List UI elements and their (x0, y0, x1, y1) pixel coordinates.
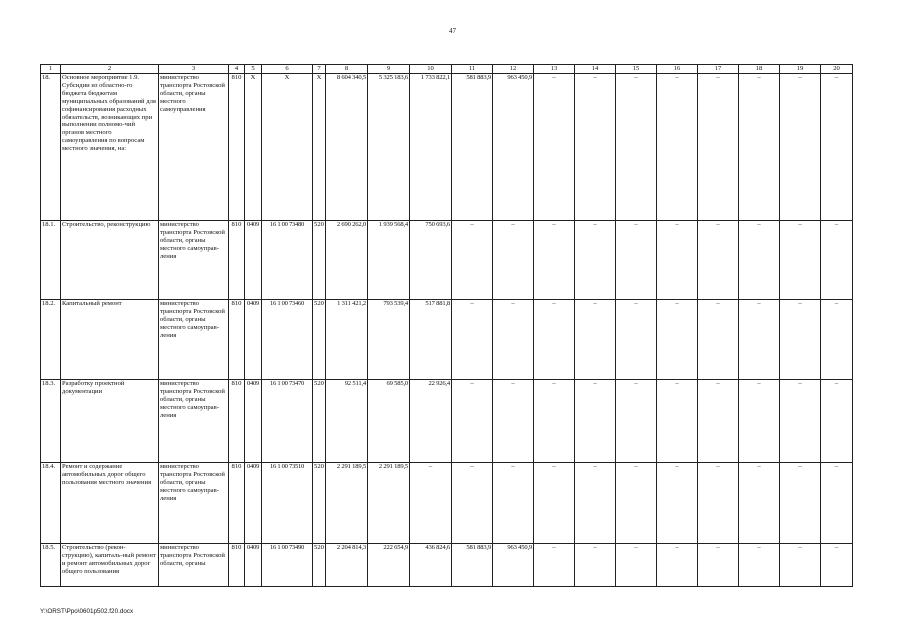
amount-cell: – (657, 74, 698, 221)
executor-cell: министерство транспорта Ростовской области, органы местного самоуправ-ления (159, 380, 229, 463)
column-header: 16 (657, 65, 698, 74)
code-cell: 16 1 00 73490 (262, 544, 313, 587)
code-cell: 520 (313, 221, 326, 300)
amount-cell: – (575, 221, 616, 300)
code-cell: 16 1 00 73510 (262, 463, 313, 544)
amount-cell: – (780, 544, 821, 587)
code-cell: 520 (313, 544, 326, 587)
amount-cell: 436 824,6 (410, 544, 452, 587)
amount-cell: 2 690 262,0 (326, 221, 368, 300)
column-header: 20 (821, 65, 853, 74)
amount-cell: – (534, 300, 575, 380)
amount-cell: – (821, 300, 853, 380)
amount-cell: – (698, 221, 739, 300)
column-header: 3 (159, 65, 229, 74)
code-cell: 520 (313, 300, 326, 380)
amount-cell: – (534, 221, 575, 300)
column-header: 9 (368, 65, 410, 74)
code-cell: 16 1 00 73480 (262, 221, 313, 300)
column-header: 4 (229, 65, 245, 74)
amount-cell: – (575, 300, 616, 380)
amount-cell: 750 693,6 (410, 221, 452, 300)
amount-cell: 222 654,9 (368, 544, 410, 587)
code-cell: 810 (229, 300, 245, 380)
amount-cell: – (493, 300, 534, 380)
amount-cell: – (452, 221, 493, 300)
event-name-cell: Капитальный ремонт (61, 300, 159, 380)
amount-cell: – (534, 544, 575, 587)
amount-cell: – (657, 463, 698, 544)
amount-cell: – (493, 380, 534, 463)
table-row (41, 463, 853, 544)
code-cell: 0409 (245, 300, 262, 380)
amount-cell: – (616, 380, 657, 463)
amount-cell: – (534, 380, 575, 463)
amount-cell: – (698, 300, 739, 380)
amount-cell: – (616, 463, 657, 544)
code-cell: Х (262, 74, 313, 221)
amount-cell: – (616, 74, 657, 221)
amount-cell: – (410, 463, 452, 544)
amount-cell: – (780, 300, 821, 380)
table-row (41, 544, 853, 587)
column-header: 8 (326, 65, 368, 74)
amount-cell: 581 883,9 (452, 544, 493, 587)
event-name-cell: Строительство (рекон-струкцию), капиталь-ный ремонт и ремонт автомобильных дорог общего пользования (61, 544, 159, 587)
table-row (41, 300, 853, 380)
page-number: 47 (449, 27, 456, 35)
code-cell: 810 (229, 221, 245, 300)
executor-cell: министерство транспорта Ростовской области, органы местного самоуправ-ления (159, 300, 229, 380)
amount-cell: 2 291 189,5 (368, 463, 410, 544)
code-cell: 0409 (245, 221, 262, 300)
column-header: 15 (616, 65, 657, 74)
table-row (41, 74, 853, 221)
amount-cell: – (575, 380, 616, 463)
amount-cell: – (739, 380, 780, 463)
event-name-cell: Разработку проектной документации (61, 380, 159, 463)
amount-cell: 2 204 814,3 (326, 544, 368, 587)
amount-cell: 1 939 568,4 (368, 221, 410, 300)
code-cell: Х (313, 74, 326, 221)
amount-cell: 5 325 183,6 (368, 74, 410, 221)
amount-cell: – (493, 463, 534, 544)
amount-cell: – (657, 221, 698, 300)
amount-cell: – (575, 74, 616, 221)
amount-cell: 69 585,0 (368, 380, 410, 463)
executor-cell: министерство транспорта Ростовской области, органы местного самоуправ-ления (159, 463, 229, 544)
code-cell: 0409 (245, 380, 262, 463)
amount-cell: – (780, 380, 821, 463)
amount-cell: – (698, 380, 739, 463)
column-header: 12 (493, 65, 534, 74)
code-cell: 810 (229, 74, 245, 221)
row-number-cell: 18.5. (41, 544, 61, 587)
executor-cell: министерство транспорта Ростовской области, органы (159, 544, 229, 587)
amount-cell: – (616, 300, 657, 380)
amount-cell: – (575, 463, 616, 544)
row-number-cell: 18.4. (41, 463, 61, 544)
code-cell: 16 1 00 73460 (262, 300, 313, 380)
event-name-cell: Ремонт и содержание автомобильных дорог общего пользования местного значения (61, 463, 159, 544)
amount-cell: – (534, 74, 575, 221)
amount-cell: – (739, 463, 780, 544)
amount-cell: – (739, 544, 780, 587)
column-header: 14 (575, 65, 616, 74)
executor-cell: министерство транспорта Ростовской области, органы местного самоуправ-ления (159, 221, 229, 300)
amount-cell: – (534, 463, 575, 544)
code-cell: 0409 (245, 463, 262, 544)
amount-cell: – (698, 74, 739, 221)
event-name-cell: Основное мероприятие 1.9. Субсидии из областно-го бюджета бюджетам муниципальных образований для софинансирования расходных обязательств, возникающих при выполнении полномо-чий органов местного самоуправления по вопросам местного значения, на: (61, 74, 159, 221)
amount-cell: – (452, 300, 493, 380)
amount-cell: – (452, 463, 493, 544)
table-row (41, 380, 853, 463)
column-header: 18 (739, 65, 780, 74)
amount-cell: – (493, 221, 534, 300)
amount-cell: – (780, 463, 821, 544)
amount-cell: – (780, 74, 821, 221)
column-header: 1 (41, 65, 61, 74)
amount-cell: 963 450,9 (493, 74, 534, 221)
header-row (41, 65, 853, 74)
code-cell: 810 (229, 380, 245, 463)
row-number-cell: 18.2. (41, 300, 61, 380)
amount-cell: – (657, 544, 698, 587)
column-header: 11 (452, 65, 493, 74)
amount-cell: – (821, 74, 853, 221)
column-header: 13 (534, 65, 575, 74)
column-header: 2 (61, 65, 159, 74)
amount-cell: – (821, 544, 853, 587)
amount-cell: – (739, 221, 780, 300)
amount-cell: – (739, 74, 780, 221)
amount-cell: – (780, 221, 821, 300)
executor-cell: министерство транспорта Ростовской области, органы местного самоуправления (159, 74, 229, 221)
code-cell: 520 (313, 463, 326, 544)
code-cell: 0409 (245, 544, 262, 587)
row-number-cell: 18. (41, 74, 61, 221)
column-header: 10 (410, 65, 452, 74)
amount-cell: 8 604 340,5 (326, 74, 368, 221)
amount-cell: 2 291 189,5 (326, 463, 368, 544)
amount-cell: 793 539,4 (368, 300, 410, 380)
amount-cell: 1 311 421,2 (326, 300, 368, 380)
amount-cell: 517 881,8 (410, 300, 452, 380)
row-number-cell: 18.1. (41, 221, 61, 300)
amount-cell: – (698, 544, 739, 587)
column-header: 5 (245, 65, 262, 74)
code-cell: 810 (229, 544, 245, 587)
amount-cell: – (616, 544, 657, 587)
amount-cell: 963 450,9 (493, 544, 534, 587)
column-header: 19 (780, 65, 821, 74)
amount-cell: – (657, 300, 698, 380)
amount-cell: – (698, 463, 739, 544)
code-cell: Х (245, 74, 262, 221)
amount-cell: – (575, 544, 616, 587)
code-cell: 810 (229, 463, 245, 544)
amount-cell: – (657, 380, 698, 463)
code-cell: 16 1 00 73470 (262, 380, 313, 463)
row-number-cell: 18.3. (41, 380, 61, 463)
amount-cell: – (739, 300, 780, 380)
column-header: 17 (698, 65, 739, 74)
amount-cell: 1 733 822,1 (410, 74, 452, 221)
amount-cell: – (821, 463, 853, 544)
amount-cell: – (821, 380, 853, 463)
amount-cell: 92 511,4 (326, 380, 368, 463)
footer-file-path: Y:\ORST\Ppo\0601p502.f20.docx (40, 608, 134, 615)
code-cell: 520 (313, 380, 326, 463)
column-header: 7 (313, 65, 326, 74)
amount-cell: – (821, 221, 853, 300)
amount-cell: 22 926,4 (410, 380, 452, 463)
column-header: 6 (262, 65, 313, 74)
amount-cell: 581 883,9 (452, 74, 493, 221)
amount-cell: – (452, 380, 493, 463)
event-name-cell: Строительство, реконструкцию (61, 221, 159, 300)
budget-table (40, 64, 853, 587)
table-row (41, 221, 853, 300)
amount-cell: – (616, 221, 657, 300)
